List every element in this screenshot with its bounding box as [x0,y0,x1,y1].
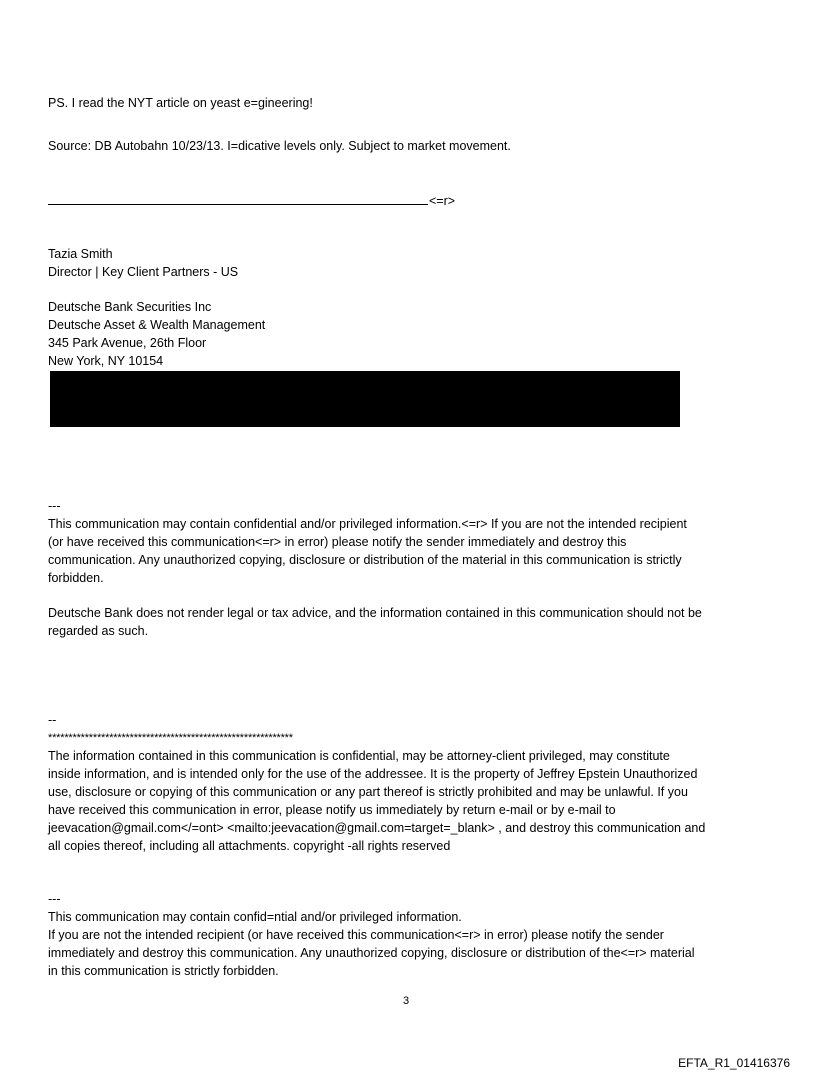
redaction-block [50,371,680,427]
disclaimer-1-line: communication. Any unauthorized copying, disclosure or distribution of the material in this communication is strictly [48,553,682,567]
signature-division: Deutsche Asset & Wealth Management [48,318,266,332]
disclaimer-2 [48,711,768,855]
signature-address: 345 Park Avenue, 26th Floor [48,336,207,350]
disclaimer-3-separator: --- [48,892,61,906]
signature-name: Tazia Smith [48,247,113,261]
tax-advice-notice [48,604,768,640]
disclaimer-3-line: If you are not the intended recipient (or have received this communication<=r> in error) please notify the sender [48,928,664,942]
signature-title: Director | Key Client Partners - US [48,265,239,279]
disclaimer-3-line: This communication may contain confid=ntial and/or privileged information. [48,910,462,924]
disclaimer-1-line: (or have received this communication<=r> in error) please notify the sender immediately and destroy this [48,535,627,549]
tax-advice-line: regarded as such. [48,624,149,638]
source-line: Source: DB Autobahn 10/23/13. I=dicative levels only. Subject to market movement. [48,139,511,153]
disclaimer-2-line: use, disclosure or copying of this communication or any part thereof is strictly prohibited and may be unlawful. If you [48,785,688,799]
disclaimer-3 [48,890,768,980]
disclaimer-3-line: in this communication is strictly forbidden. [48,964,279,978]
signature-rule-row [48,193,455,210]
disclaimer-2-line: all copies thereof, including all attachments. copyright -all rights reserved [48,839,451,853]
disclaimer-1-separator: --- [48,499,61,513]
disclaimer-2-line: jeevacation@gmail.com</=ont> <mailto:jeevacation@gmail.com=target=_blank> , and destroy this communication and [48,821,706,835]
disclaimer-2-line: have received this communication in error, please notify us immediately by return e-mail or by e-mail to [48,803,616,817]
signature-company: Deutsche Bank Securities Inc [48,300,212,314]
signature-city: New York, NY 10154 [48,354,164,368]
disclaimer-2-line: inside information, and is intended only for the use of the addressee. It is the property of Jeffrey Epstein Unauthorized [48,767,698,781]
ps-line: PS. I read the NYT article on yeast e=gineering! [48,96,313,110]
disclaimer-1-line: forbidden. [48,571,104,585]
disclaimer-2-separator: -- [48,713,57,727]
horizontal-rule [48,204,428,205]
rule-suffix: <=r> [429,194,456,208]
document-id: EFTA_R1_01416376 [678,1056,790,1070]
tax-advice-line: Deutsche Bank does not render legal or tax advice, and the information contained in this communication should not be [48,606,702,620]
disclaimer-3-line: immediately and destroy this communication. Any unauthorized copying, disclosure or distribution of the<=r> material [48,946,695,960]
disclaimer-1 [48,497,768,587]
asterisk-divider: ************************************************************ [48,732,293,744]
disclaimer-1-line: This communication may contain confidential and/or privileged information.<=r> If you are not the intended recipient [48,517,687,531]
page-number: 3 [403,995,410,1007]
disclaimer-2-line: The information contained in this communication is confidential, may be attorney-client privileged, may constitute [48,749,670,763]
